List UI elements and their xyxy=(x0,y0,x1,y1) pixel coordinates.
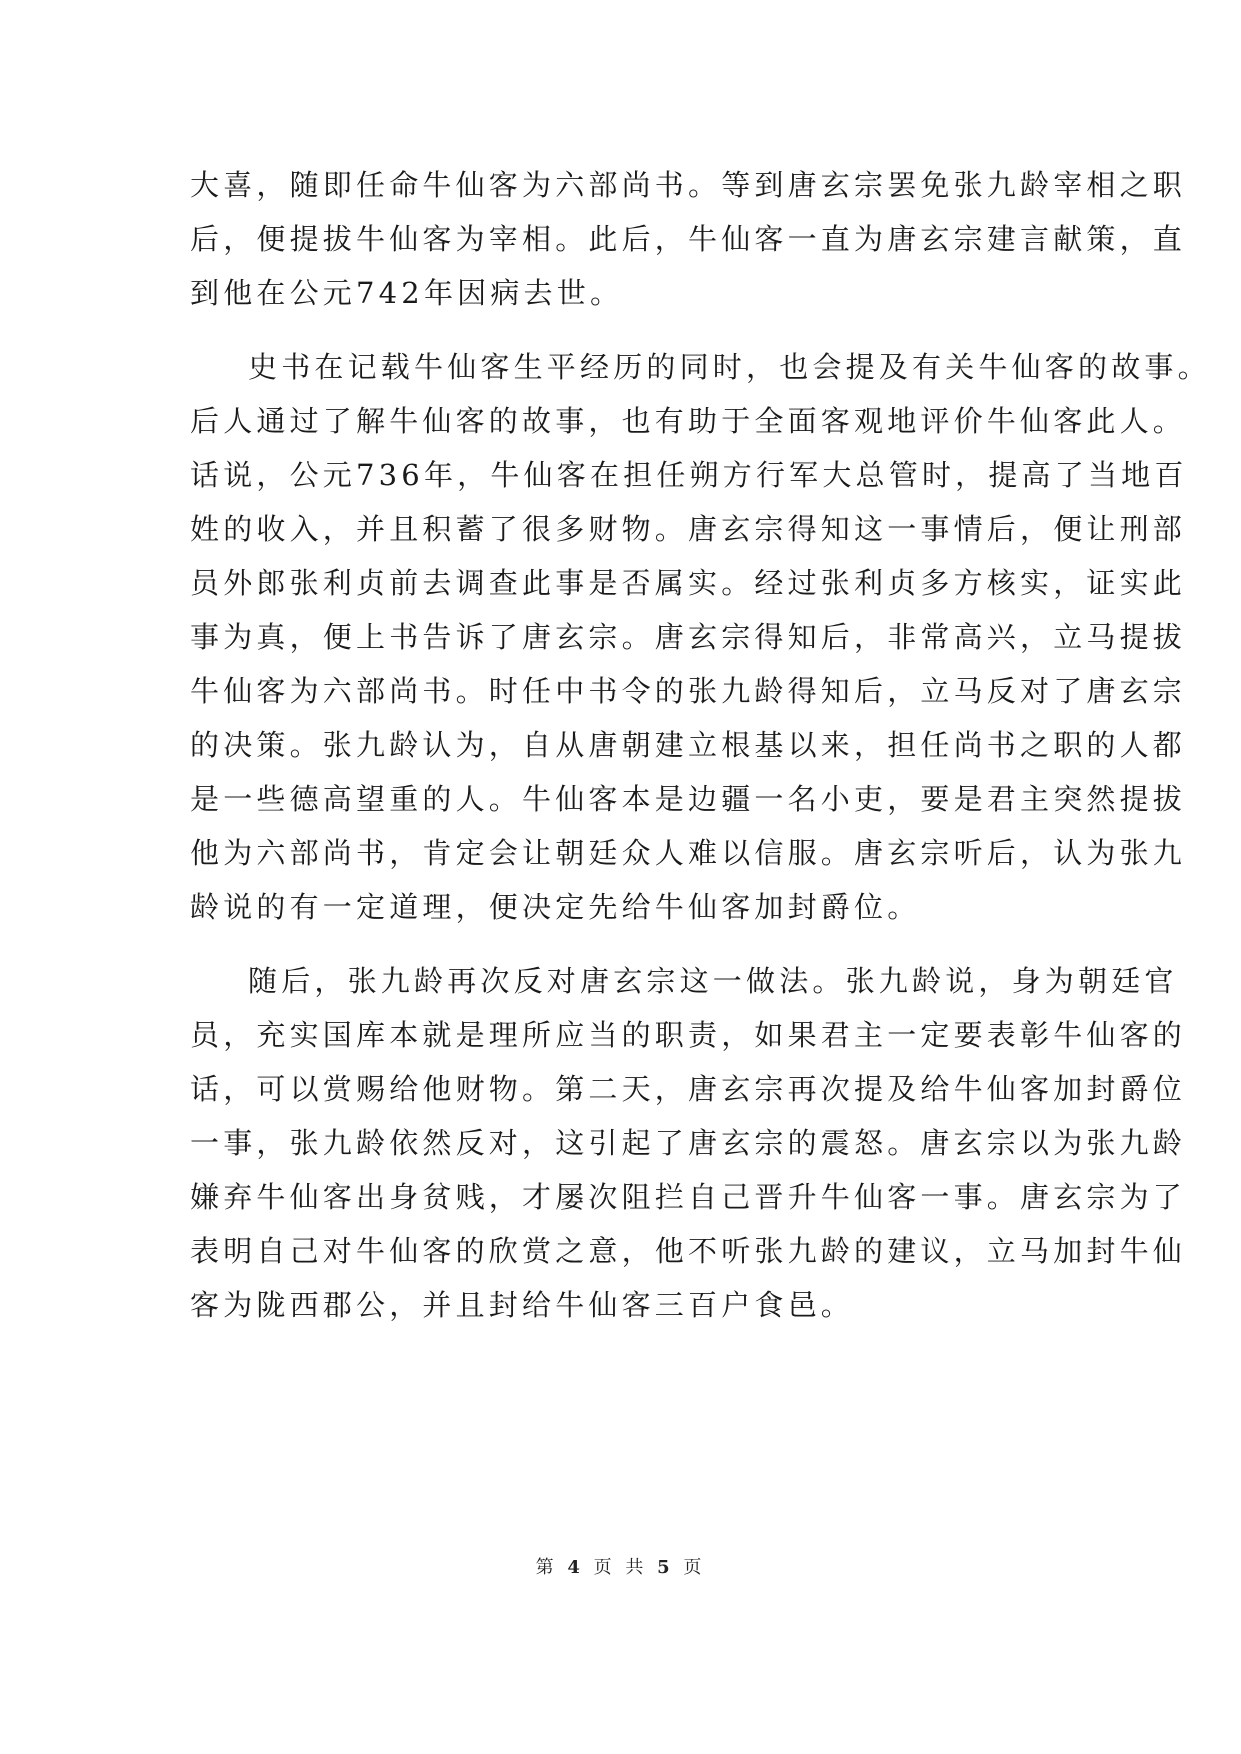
page-footer xyxy=(0,1553,1241,1579)
text-line: 是一些德高望重的人。牛仙客本是边疆一名小吏，要是君主突然提拔 xyxy=(190,782,1187,816)
text-line: 史书在记载牛仙客生平经历的同时，也会提及有关牛仙客的故事。 xyxy=(248,350,1211,384)
total-pages-number: 5 xyxy=(657,1557,674,1578)
text-line: 后，便提拔牛仙客为宰相。此后，牛仙客一直为唐玄宗建言献策，直 xyxy=(190,222,1187,256)
text-line: 表明自己对牛仙客的欣赏之意，他不听张九龄的建议，立马加封牛仙 xyxy=(190,1234,1187,1268)
current-page-number: 4 xyxy=(567,1557,584,1578)
text-line: 姓的收入，并且积蓄了很多财物。唐玄宗得知这一事情后，便让刑部 xyxy=(190,512,1187,546)
text-line: 一事，张九龄依然反对，这引起了唐玄宗的震怒。唐玄宗以为张九龄 xyxy=(190,1126,1187,1160)
paragraph-2 xyxy=(190,340,1211,934)
text-line: 后人通过了解牛仙客的故事，也有助于全面客观地评价牛仙客此人。 xyxy=(190,404,1187,438)
text-line: 大喜，随即任命牛仙客为六部尚书。等到唐玄宗罢免张九龄宰相之职 xyxy=(190,168,1187,202)
text-line: 龄说的有一定道理，便决定先给牛仙客加封爵位。 xyxy=(190,890,921,924)
text-line: 嫌弃牛仙客出身贫贱，才屡次阻拦自己晋升牛仙客一事。唐玄宗为了 xyxy=(190,1180,1187,1214)
text-line: 员，充实国库本就是理所应当的职责，如果君主一定要表彰牛仙客的 xyxy=(190,1018,1187,1052)
text-line: 他为六部尚书，肯定会让朝廷众人难以信服。唐玄宗听后，认为张九 xyxy=(190,836,1187,870)
paragraph-3 xyxy=(190,954,1187,1332)
text-line: 话，可以赏赐给他财物。第二天，唐玄宗再次提及给牛仙客加封爵位 xyxy=(190,1072,1187,1106)
footer-suffix: 页 xyxy=(683,1557,706,1578)
footer-middle: 页 共 xyxy=(593,1557,648,1578)
text-line: 事为真，便上书告诉了唐玄宗。唐玄宗得知后，非常高兴，立马提拔 xyxy=(190,620,1187,654)
text-line: 随后，张九龄再次反对唐玄宗这一做法。张九龄说，身为朝廷官 xyxy=(248,964,1178,998)
body-text xyxy=(190,158,1211,1332)
footer-prefix: 第 xyxy=(535,1557,558,1578)
text-line: 客为陇西郡公，并且封给牛仙客三百户食邑。 xyxy=(190,1288,855,1322)
text-line: 到他在公元742年因病去世。 xyxy=(190,276,624,310)
text-line: 牛仙客为六部尚书。时任中书令的张九龄得知后，立马反对了唐玄宗 xyxy=(190,674,1187,708)
text-line: 的决策。张九龄认为，自从唐朝建立根基以来，担任尚书之职的人都 xyxy=(190,728,1187,762)
text-line: 话说，公元736年，牛仙客在担任朔方行军大总管时，提高了当地百 xyxy=(190,458,1188,492)
paragraph-1 xyxy=(190,158,1187,320)
text-line: 员外郎张利贞前去调查此事是否属实。经过张利贞多方核实，证实此 xyxy=(190,566,1187,600)
